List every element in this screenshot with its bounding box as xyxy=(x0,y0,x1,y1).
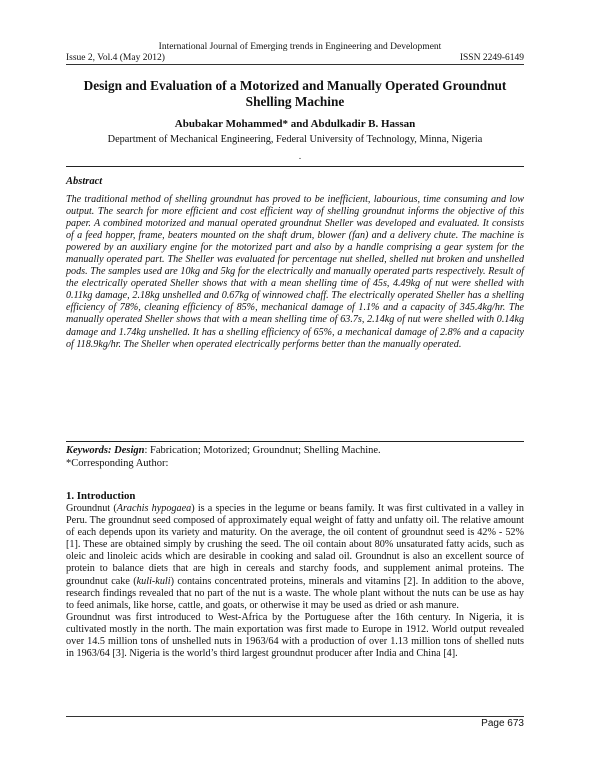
issn: ISSN 2249-6149 xyxy=(459,53,524,63)
journal-name: International Journal of Emerging trends in Engineering and Development xyxy=(158,42,442,52)
abstract-rule-bottom xyxy=(66,441,524,442)
keywords-label: Keywords: Design xyxy=(66,445,145,456)
header-rule xyxy=(66,64,524,65)
local-name: kuli-kuli xyxy=(136,575,171,587)
keywords-value: : Fabrication; Motorized; Groundnut; Shelling Machine. xyxy=(144,445,381,456)
keywords xyxy=(66,445,524,456)
affiliation-dot: . xyxy=(298,151,302,161)
intro-paragraph-2: Groundnut was first introduced to West-Africa by the Portuguese after the 16th century. In Nigeria, it is cultivated mostly in the north. The main exportation was first made to Europe in 1912. World output revealed over 14.5 million tons of unshelled nuts in 1963/64 with a production of over 1.13 million tons of shelled nuts in 1963/64 [3]. Nigeria is the world’s third largest groundnut producer after India and China [4]. xyxy=(66,611,524,660)
footer-rule xyxy=(66,716,524,717)
abstract-rule-top xyxy=(66,166,524,167)
species-name: Arachis hypogaea xyxy=(116,503,192,514)
issue-info: Issue 2, Vol.4 (May 2012) xyxy=(66,53,165,63)
intro-p1-text-a: Groundnut ( xyxy=(66,503,117,514)
affiliation: Department of Mechanical Engineering, Federal University of Technology, Minna, Nigeria xyxy=(107,134,483,145)
abstract-text: The traditional method of shelling groundnut has proved to be inefficient, labourious, time consuming and low output. The search for more efficient and cost efficient way of shelling groundnut informs the objective of this paper. A combined motorized and manual operated groundnut Sheller was developed and evaluated. It consists of a feed hopper, frame, beaters mounted on the shaft drum, blower (fan) and a delivery chute. The machine is powered by an auxiliary engine for the motorized part and also by a handle comprising a gear system for the manually operated part. The Sheller was evaluated for percentage nut shelled, shelled nut broken and unshelled pods. The samples used are 10kg and 5kg for the electrically and manually operated parts respectively. Result of the electrically operated Sheller shows that with a mean shelling time of 45s, 4.49kg of nut were shelled with 0.11kg damage, 2.18kg unshelled and 0.67kg of winnowed chaff. The electrically operated Sheller has a shelling efficiency of 78%, cleaning efficiency of 85%, mechanical damage of 1.1% and a capacity of 345.4kg/hr. The manually operated Sheller shows that with a mean shelling time of 63.7s, 2.14kg of nut were shelled with 0.14kg damage and 1.74kg unshelled. It has a shelling efficiency of 65%, a mechanical damage of 2.8% and a capacity of 118.9kg/hr. The Sheller when operated electrically performs better than the manually operated. xyxy=(66,194,524,350)
intro-paragraph-1 xyxy=(66,503,524,612)
intro-p1-text-c: ) contains concentrated proteins, minerals and vitamins [2]. In addition to the above, research findings revealed that no part of the nut is a waste. The whole plant without the nuts can be use as hay to feed animals, like horse, cattle, and goats, or otherwise it may be used as dried or ash manure. xyxy=(66,575,524,611)
page-number: Page 673 xyxy=(481,718,524,729)
intro-p1-text-b: ) is a species in the legume or beans family. It was first cultivated in a valley in Peru. The groundnut seed composed of approximately equal weight of fatty and unfatty oil. The relative amount of each depends upon its variety and maturity. On the average, the oil content of groundnut seed is 42% - 52% [1]. These are obtained simply by crushing the seed. The oil contain about 80% unsaturated fatty acids, such as oleic and linoleic acids which are desirable in cooking and salad oil. Groundnut is also an excellent source of protein to balance diets that are high in cereals and starchy foods, and supplement animal proteins. The groundnut cake ( xyxy=(66,503,524,587)
introduction-body xyxy=(66,503,524,660)
corresponding-author: *Corresponding Author: xyxy=(66,458,169,469)
abstract-heading: Abstract xyxy=(66,176,103,187)
section-heading-introduction: 1. Introduction xyxy=(66,490,136,502)
paper-title: Design and Evaluation of a Motorized and Manually Operated Groundnut Shelling Machine xyxy=(83,78,507,109)
authors: Abubakar Mohammed* and Abdulkadir B. Hassan xyxy=(174,118,416,130)
